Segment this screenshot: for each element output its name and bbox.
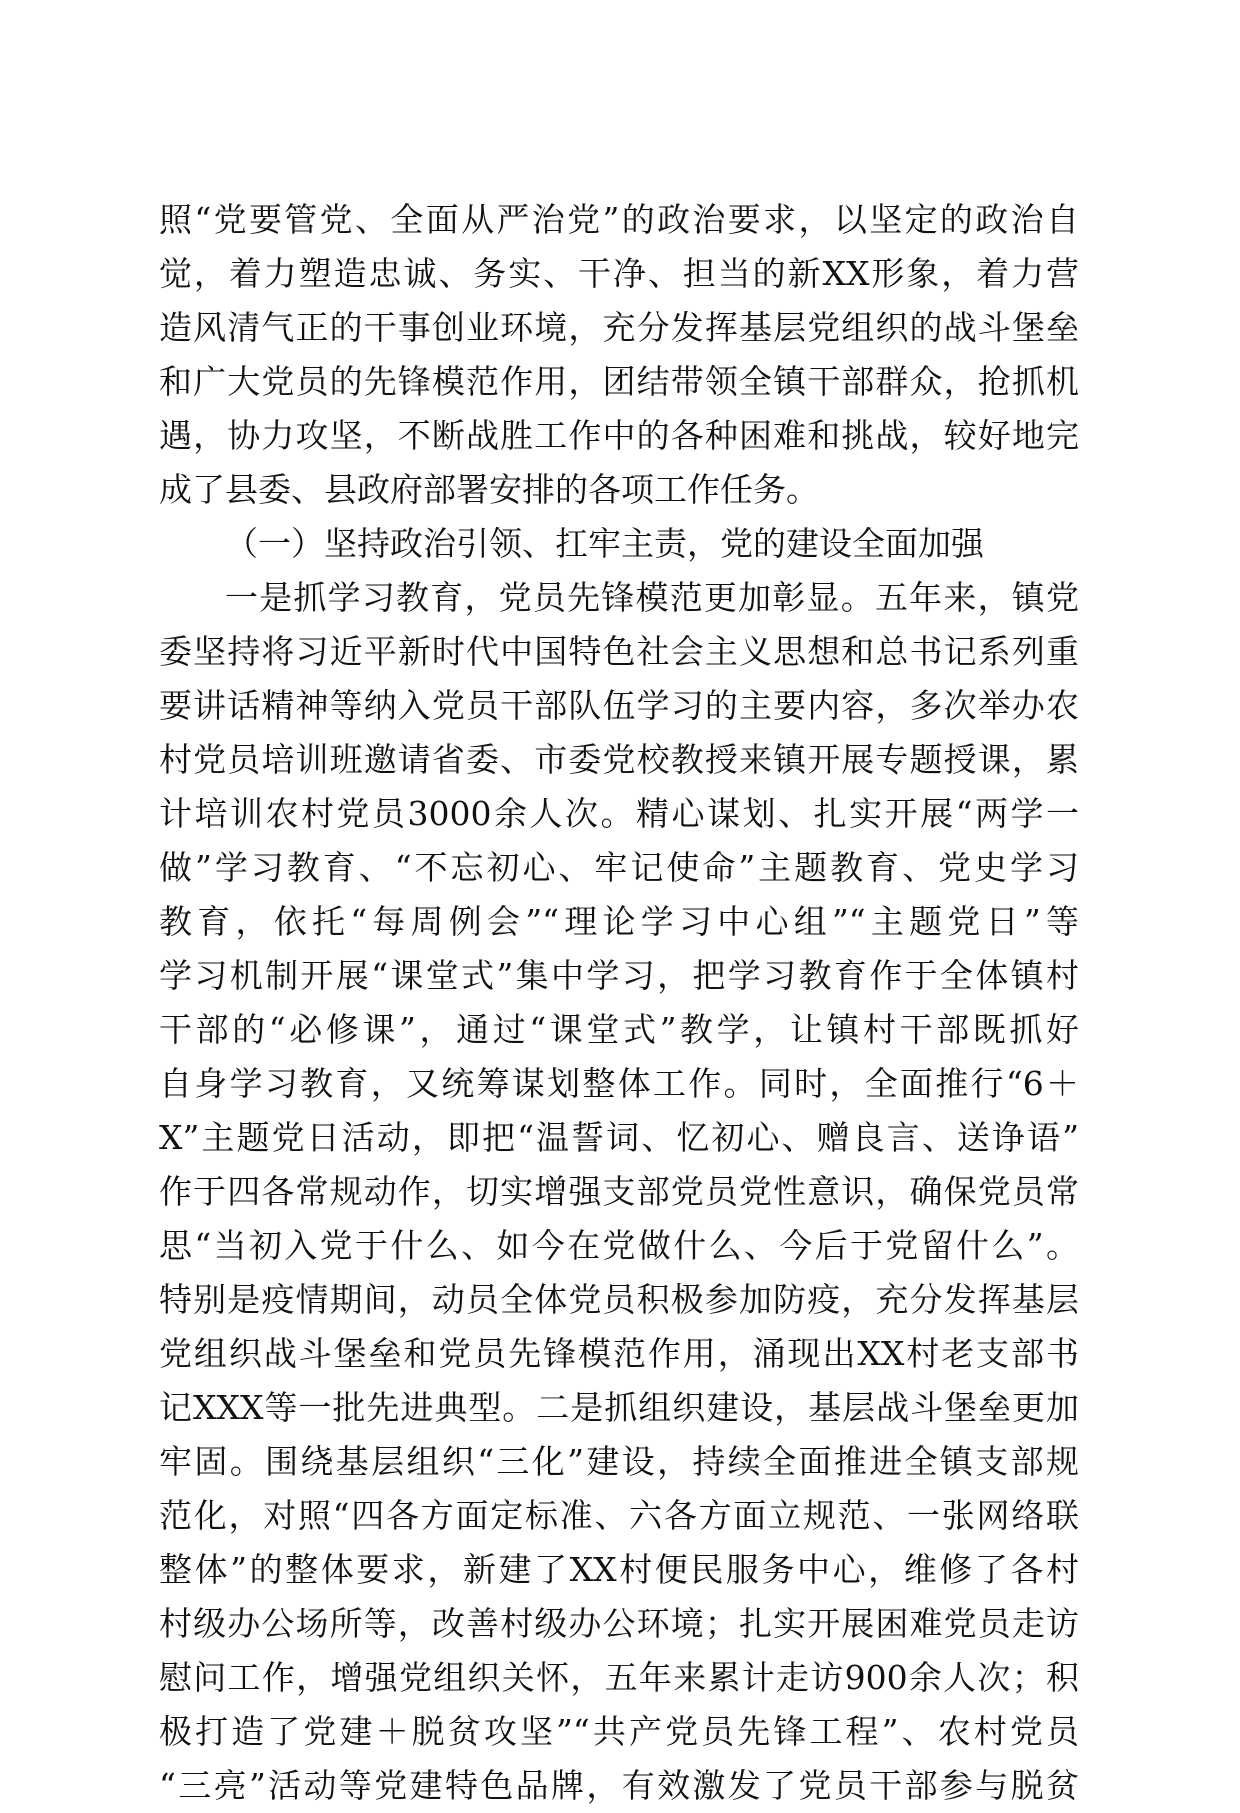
- text-line: 思“当初入党于什么、如今在党做什么、今后于党留什么”。: [159, 1226, 1079, 1265]
- text-line: 极打造了党建＋脱贫攻坚”“共产党员先锋工程”、农村党员: [159, 1712, 1079, 1751]
- text-line: 遇，协力攻坚，不断战胜工作中的各种困难和挑战，较好地完: [159, 416, 1079, 455]
- text-line: “三亮”活动等党建特色品牌，有效激发了党员干部参与脱贫: [159, 1766, 1079, 1805]
- text-line: 造风清气正的干事创业环境，充分发挥基层党组织的战斗堡垒: [159, 308, 1079, 347]
- section-heading: （一）坚持政治引领、扛牢主责，党的建设全面加强: [225, 524, 984, 563]
- text-line: 委坚持将习近平新时代中国特色社会主义思想和总书记系列重: [159, 632, 1079, 671]
- text-line: 计培训农村党员3000余人次。精心谋划、扎实开展“两学一: [159, 794, 1079, 833]
- text-line: 村级办公场所等，改善村级办公环境；扎实开展困难党员走访: [159, 1604, 1079, 1643]
- text-line: X”主题党日活动，即把“温誓词、忆初心、赠良言、送诤语”: [159, 1118, 1079, 1157]
- intro-paragraph: [159, 193, 1079, 517]
- text-line: 村党员培训班邀请省委、市委党校教授来镇开展专题授课，累: [159, 740, 1079, 779]
- text-line: 教育，依托“每周例会”“理论学习中心组”“主题党日”等: [159, 902, 1079, 941]
- text-line: 学习机制开展“课堂式”集中学习，把学习教育作于全体镇村: [159, 956, 1079, 995]
- body-paragraph: [159, 571, 1079, 1813]
- text-line: 整体”的整体要求，新建了XX村便民服务中心，维修了各村: [159, 1550, 1079, 1589]
- text-line: 党组织战斗堡垒和党员先锋模范作用，涌现出XX村老支部书: [159, 1334, 1079, 1373]
- text-line: 慰问工作，增强党组织关怀，五年来累计走访900余人次；积: [159, 1658, 1079, 1697]
- text-line: 要讲话精神等纳入党员干部队伍学习的主要内容，多次举办农: [159, 686, 1079, 725]
- text-line: 自身学习教育，又统筹谋划整体工作。同时，全面推行“6＋: [159, 1064, 1079, 1103]
- text-line: 干部的“必修课”，通过“课堂式”教学，让镇村干部既抓好: [159, 1010, 1079, 1049]
- text-line: 范化，对照“四各方面定标准、六各方面立规范、一张网络联: [159, 1496, 1079, 1535]
- text-line: 作于四各常规动作，切实增强支部党员党性意识，确保党员常: [159, 1172, 1079, 1211]
- text-line: 做”学习教育、“不忘初心、牢记使命”主题教育、党史学习: [159, 848, 1079, 887]
- text-line: 和广大党员的先锋模范作用，团结带领全镇干部群众，抢抓机: [159, 362, 1079, 401]
- text-line: 照“党要管党、全面从严治党”的政治要求，以坚定的政治自: [159, 200, 1079, 239]
- text-line: 觉，着力塑造忠诚、务实、干净、担当的新XX形象，着力营: [159, 254, 1079, 293]
- text-line: 成了县委、县政府部署安排的各项工作任务。: [159, 470, 819, 509]
- text-line: 一是抓学习教育，党员先锋模范更加彰显。五年来，镇党: [225, 578, 1079, 617]
- text-line: 牢固。围绕基层组织“三化”建设，持续全面推进全镇支部规: [159, 1442, 1079, 1481]
- text-line: 特别是疫情期间，动员全体党员积极参加防疫，充分发挥基层: [159, 1280, 1079, 1319]
- document-page: [159, 193, 1079, 1813]
- text-line: 记XXX等一批先进典型。二是抓组织建设，基层战斗堡垒更加: [159, 1388, 1079, 1427]
